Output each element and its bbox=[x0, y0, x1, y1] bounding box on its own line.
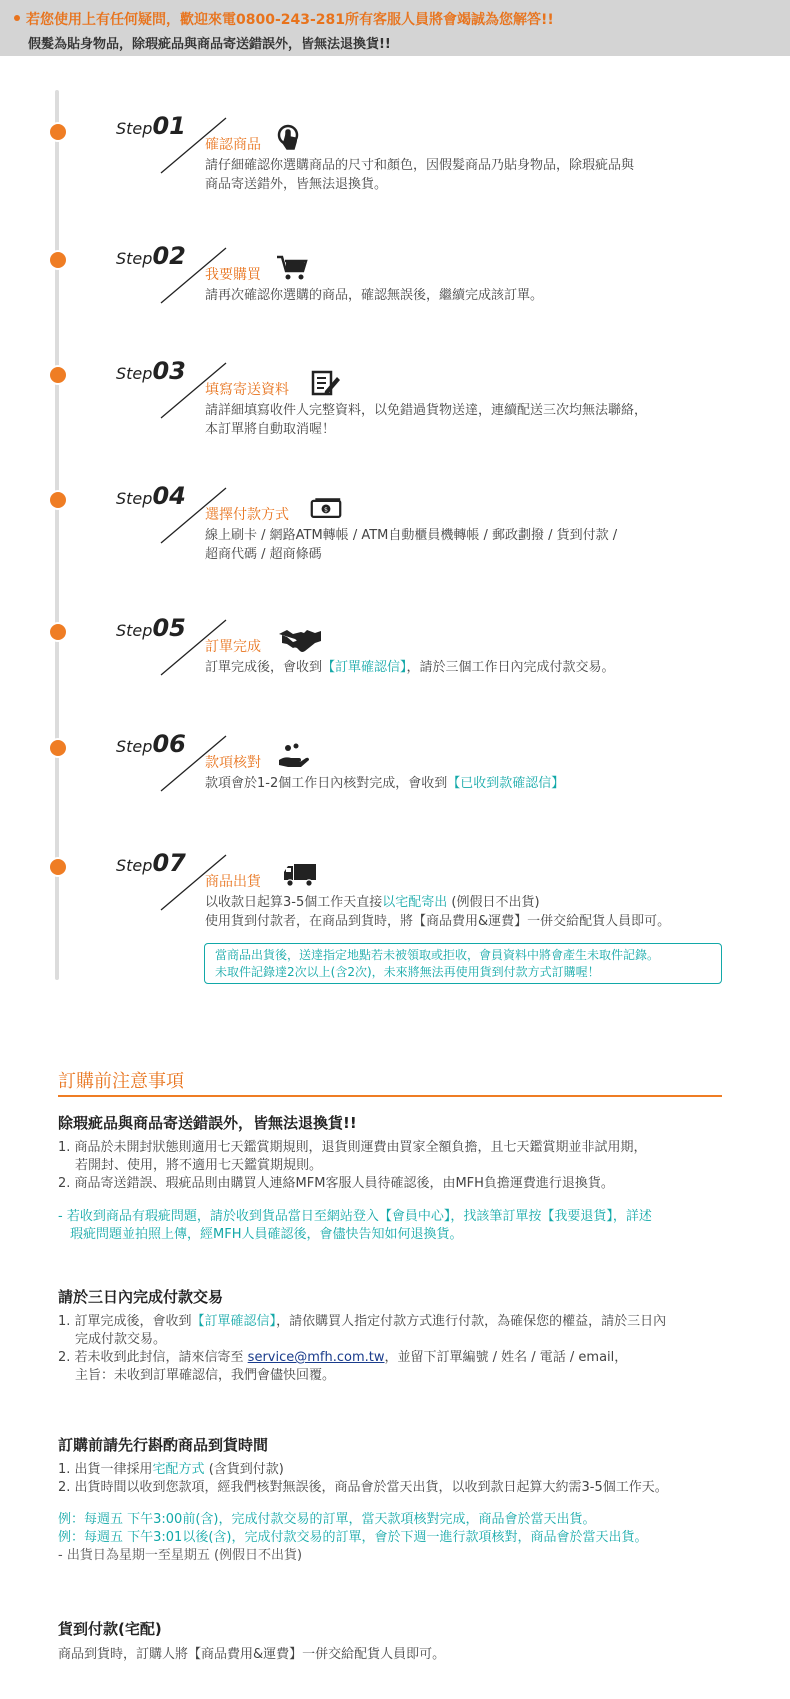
timeline-dot bbox=[48, 250, 68, 270]
timeline-dot bbox=[48, 490, 68, 510]
banner-hotline bbox=[14, 9, 554, 29]
top-banner bbox=[0, 0, 790, 56]
step-label: Step01 bbox=[116, 112, 186, 140]
banner-hotline-text: 若您使用上有任何疑問，歡迎來電0800-243-281所有客服人員將會竭誠為您解答!! bbox=[26, 12, 554, 28]
step-label: Step04 bbox=[116, 482, 186, 510]
step-description: 請詳細填寫收件人完整資料，以免錯過貨物送達，連續配送三次均無法聯絡， 本訂單將自動取消喔！ bbox=[205, 403, 648, 437]
delivery-time-heading: 訂購前請先行斟酌商品到貨時間 bbox=[58, 1436, 269, 1454]
step-label: Step06 bbox=[116, 730, 186, 758]
timeline-line bbox=[55, 90, 59, 980]
step-label: Step07 bbox=[116, 849, 186, 877]
support-email-link[interactable]: service@mfh.com.tw bbox=[247, 1350, 385, 1365]
step-description: 線上刷卡 / 網路ATM轉帳 / ATM自動櫃員機轉帳 / 郵政劃撥 / 貨到付款 / 超商代碼 / 超商條碼 bbox=[205, 528, 618, 562]
cod-warning-box: 當商品出貨後，送達指定地點若未被領取或拒收，會員資料中將會產生未取件記錄。 未取件記錄達2次以上(含2次)，未來將無法再使用貨到付款方式訂購喔！ bbox=[204, 943, 722, 984]
step-title: 訂單完成 bbox=[205, 639, 261, 655]
cod-heading: 貨到付款(宅配) bbox=[58, 1620, 162, 1638]
step-description: 款項會於1-2個工作日內核對完成，會收到【已收到款確認信】 bbox=[205, 776, 565, 791]
cash-icon bbox=[310, 494, 342, 522]
touch-icon bbox=[276, 124, 308, 152]
form-edit-icon bbox=[310, 369, 342, 397]
return-policy-heading: 除瑕疵品與商品寄送錯誤外，皆無法退換貨!! bbox=[58, 1114, 357, 1132]
delivery-time-list: 1. 出貨一律採用宅配方式 (含貨到付款) 2. 出貨時間以收到您款項，經我們核對無誤後，商品會於當天出貨，以收到款日起算大約需3-5個工作天。 bbox=[58, 1462, 668, 1495]
banner-return-policy: 假髮為貼身物品，除瑕疵品與商品寄送錯誤外，皆無法退換貨!! bbox=[28, 37, 391, 52]
hand-coin-icon bbox=[278, 742, 310, 770]
timeline-dot bbox=[48, 622, 68, 642]
step-label: Step05 bbox=[116, 614, 186, 642]
notice-section-title: 訂購前注意事項 bbox=[58, 1071, 184, 1092]
timeline-dot bbox=[48, 738, 68, 758]
defect-return-note: - 若收到商品有瑕疵問題，請於收到貨品當日至網站登入【會員中心】，找該筆訂單按【我要退貨】，詳述 瑕疵問題並拍照上傳，經MFH人員確認後，會儘快告知如何退換貨。 bbox=[58, 1209, 652, 1242]
step-description: 訂單完成後，會收到【訂單確認信】，請於三個工作日內完成付款交易。 bbox=[205, 660, 615, 675]
step-description: 請仔細確認你選購商品的尺寸和顏色，因假髮商品乃貼身物品，除瑕疵品與 商品寄送錯外，皆無法退換貨。 bbox=[205, 158, 635, 192]
bullet-dot bbox=[14, 15, 20, 21]
step-title: 我要購買 bbox=[205, 267, 261, 283]
timeline-dot bbox=[48, 857, 68, 877]
step-description: 請再次確認你選購的商品，確認無誤後，繼續完成該訂單。 bbox=[205, 288, 544, 303]
delivery-truck-icon bbox=[282, 861, 318, 889]
cod-text: 商品到貨時，訂購人將【商品費用&運費】一併交給配貨人員即可。 bbox=[58, 1647, 446, 1662]
delivery-examples: 例：每週五 下午3:00前(含)，完成付款交易的訂單，當天款項核對完成，商品會於當天出貨。 例：每週五 下午3:01以後(含)，完成付款交易的訂單，會於下週一進行款項核對，商品會於當天出貨。 - 出貨日為星期一至星期五 (例假日不出貨) bbox=[58, 1512, 648, 1563]
payment-deadline-list: 1. 訂單完成後，會收到【訂單確認信】，請依購買人指定付款方式進行付款，為確保您的權益，請於三日內 完成付款交易。 2. 若未收到此封信，請來信寄至 service@mfh.com.tw，並留下訂單編號 / 姓名 / 電話 / email， 主旨：未收到訂單確認信，我們會儘快回覆。 bbox=[58, 1314, 667, 1383]
step-title: 商品出貨 bbox=[205, 874, 261, 890]
step-label: Step02 bbox=[116, 242, 186, 270]
return-policy-list: 1. 商品於未開封狀態則適用七天鑑賞期規則，退貨則運費由買家全額負擔，且七天鑑賞期並非試用期， 若開封、使用，將不適用七天鑑賞期規則。 2. 商品寄送錯誤、瑕疵品則由購買人連絡MFM客服人員待確認後，由MFH負擔運費進行退換貨。 bbox=[58, 1140, 647, 1191]
handshake-icon bbox=[278, 626, 322, 654]
step-title: 選擇付款方式 bbox=[205, 507, 289, 523]
shopping-cart-icon bbox=[276, 254, 308, 282]
svg-text:$: $ bbox=[324, 506, 328, 514]
step-title: 填寫寄送資料 bbox=[205, 382, 289, 398]
section-divider bbox=[58, 1095, 722, 1097]
step-title: 款項核對 bbox=[205, 755, 261, 771]
payment-deadline-heading: 請於三日內完成付款交易 bbox=[58, 1288, 224, 1306]
step-title: 確認商品 bbox=[205, 137, 261, 153]
step-description: 以收款日起算3-5個工作天直接以宅配寄出 (例假日不出貨) 使用貨到付款者，在商品到貨時，將【商品費用&運費】一併交給配貨人員即可。 bbox=[205, 895, 671, 929]
timeline-dot bbox=[48, 122, 68, 142]
step-label: Step03 bbox=[116, 357, 186, 385]
timeline-dot bbox=[48, 365, 68, 385]
